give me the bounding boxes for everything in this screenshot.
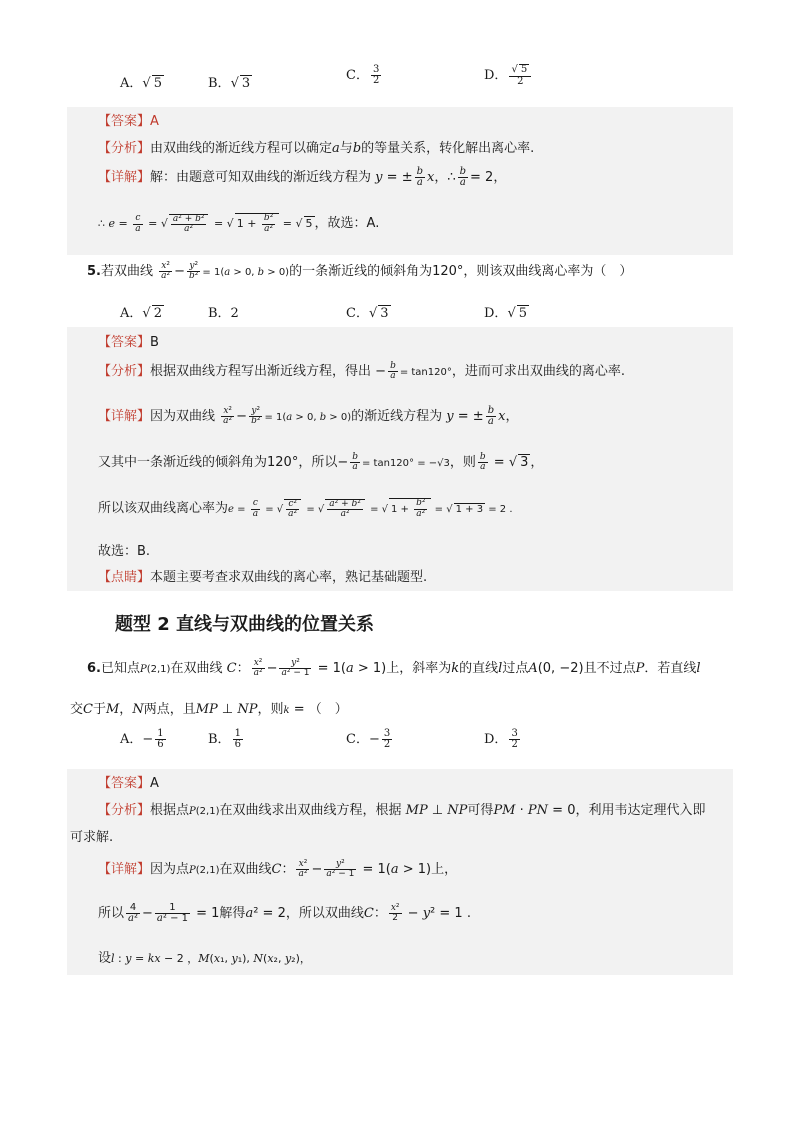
q6-detail-2: 所以 $\frac{4}{\text{a²}}$ − $\frac{1}{\text{a² − 1}}$ = 1解得a² = 2，所以双曲线C： $\frac{\text{x²}}{2}$ − y² = 1 .	[98, 901, 471, 924]
q4-option-b: B．√ 3	[208, 76, 251, 91]
q4-detail-formula: ∴ e = $\frac{c}{a}$ = √ $\frac{\text{a² + b²}}{\text{a²}}$ = √ 1 + $\frac{\text{b²}}{\text{a²}}$ = √ 5 ，故选：A.	[98, 213, 380, 234]
q6-option-d: D． $\frac{3}{2}$	[484, 727, 518, 750]
q6-analysis-line2: 可求解.	[70, 830, 114, 845]
q5-choose: 故选：B.	[98, 544, 151, 559]
section-title: 题型 2 直线与双曲线的位置关系	[115, 614, 375, 635]
q5-option-c: C．√ 3	[346, 306, 389, 321]
q4-option-a: A．√ 5	[120, 76, 162, 91]
q4-detail: 【详解】解：由题意可知双曲线的渐近线方程为 y = ± $\frac{b}{a}$ x，∴ $\frac{b}{a}$ = 2，	[98, 165, 507, 188]
q5-answer: 【答案】B	[98, 335, 159, 350]
q6-analysis: 【分析】根据点P(2,1)在双曲线求出双曲线方程，根据 MP ⊥ NP可得PM · PN = 0，利用韦达定理代入即	[98, 803, 706, 818]
q5-comment: 【点睛】本题主要考查求双曲线的离心率，熟记基础题型.	[98, 570, 428, 585]
q6-question: 6.已知点P(2,1)在双曲线 C： $\frac{\text{x²}}{\text{a²}}$ − $\frac{\text{y²}}{\text{a² − 1}}$ = 1(a > 1)上，斜率为k的直线l过点A(0, −2)且不过点P．若直线l	[87, 657, 701, 678]
q5-option-b: B．2	[208, 306, 239, 321]
q4-option-d: D． $\frac{√ 5}{2}$	[484, 64, 533, 87]
q4-answer: 【答案】A	[98, 114, 159, 129]
q5-option-a: A．√ 2	[120, 306, 162, 321]
q6-option-c: C．− $\frac{3}{2}$	[346, 727, 391, 750]
q6-answer: 【答案】A	[98, 776, 159, 791]
q5-detail: 【详解】因为双曲线 $\frac{\text{x²}}{\text{a²}}$ − $\frac{\text{y²}}{\text{b²}}$ = 1(a > 0, b > 0)的渐近线方程为 y = ± $\frac{b}{a}$ x，	[98, 404, 519, 427]
q5-detail-3: 所以该双曲线离心率为e = $\frac{c}{a}$ = √ $\frac{\text{c²}}{\text{a²}}$ = √ $\frac{\text{a² + b²}}{\text{a²}}$ = √ 1 + $\frac{\text{b²}}{\text{a²}}$ = √ 1 + 3 = 2 .	[98, 498, 513, 519]
q4-option-c: C． $\frac{3}{2}$	[346, 63, 380, 86]
q6-option-a: A．− $\frac{1}{6}$	[120, 727, 164, 750]
q6-question-line2: 交C于M，N两点，且MP ⊥ NP，则k = （ ）	[70, 702, 348, 717]
q6-option-b: B． $\frac{1}{6}$	[208, 727, 241, 750]
q5-detail-2: 又其中一条渐近线的倾斜角为120°，所以− $\frac{b}{a}$ = tan120° = −√3，则 $\frac{b}{a}$ = √ 3 ，	[98, 451, 544, 472]
q4-analysis: 【分析】由双曲线的渐近线方程可以确定a与b的等量关系，转化解出离心率.	[98, 141, 535, 156]
q5-question: 5.若双曲线 $\frac{\text{x²}}{\text{a²}}$ − $\frac{\text{y²}}{\text{b²}}$ = 1(a > 0, b > 0)的一条渐近线的倾斜角为120°，则该双曲线离心率为（ ）	[87, 260, 633, 281]
q6-detail: 【详解】因为点P(2,1)在双曲线C： $\frac{\text{x²}}{\text{a²}}$ − $\frac{\text{y²}}{\text{a² − 1}}$ = 1(a > 1)上，	[98, 858, 458, 879]
q5-analysis: 【分析】根据双曲线方程写出渐近线方程，得出 − $\frac{b}{a}$ = tan120°，进而可求出双曲线的离心率.	[98, 360, 625, 381]
q5-option-d: D．√ 5	[484, 306, 528, 321]
q6-detail-3: 设l : y = kx − 2 ，M(x₁, y₁), N(x₂, y₂)，	[98, 951, 311, 966]
